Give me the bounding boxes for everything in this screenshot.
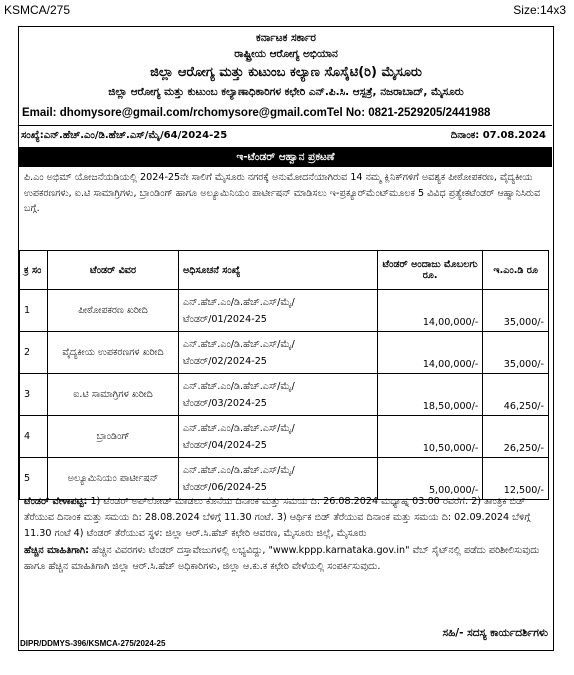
signature: ಸಹಿ/- ಸದಸ್ಯ ಕಾರ್ಯದರ್ಶಿಗಳು: [442, 627, 548, 639]
society-heading: ಜಿಲ್ಲಾ ಆರೋಗ್ಯ ಮತ್ತು ಕುಟುಂಬ ಕಲ್ಯಾಣ ಸೊಸೈಟಿ(ರಿ) ಮೈಸೂರು: [150, 65, 422, 80]
row-desc: ವೈದ್ಯಕೀಯ ಉಪಕರಣಗಳ ಖರೀದಿ: [48, 332, 179, 374]
table-row: [20, 416, 549, 458]
ad-size: Size:14x3: [513, 3, 566, 17]
row-sl: 1: [20, 290, 48, 332]
table-row: [20, 374, 549, 416]
table-header-row: [20, 251, 549, 290]
table-row: [20, 290, 549, 332]
footer-text: [24, 494, 550, 575]
intro-paragraph: ಪಿ.ಎಂ ಅಭಿಮ್ ಯೋಜನೆಯಡಿಯಲ್ಲಿ 2024-25ನೇ ಸಾಲಿಗೆ ಮೈಸೂರು ನಗರಕ್ಕೆ ಅನುಮೋದನೆಯಾಗಿರುವ 14 ನಮ್ಮ ಕ್ಲಿನಿಕ್‌ಗಳಿಗೆ ಅವಶ್ಯಕ ಪೀಠೋಪಕರಣ, ವೈದ್ಯಕೀಯ ಉಪಕರಣಗಳು, ಐ.ಟಿ ಸಾಮಾಗ್ರಿಗಳು, ಬ್ರಾಂಡಿಂಗ್ ಹಾಗೂ ಅಲ್ಯೂಮಿನಿಯಂ ಪಾರ್ಟೀಷನ್ ಮಾಡಿಸಲು ಇ-ಪ್ರಕ್ಯೂರ್‌ಮೆಂಟ್‌ಮೂಲಕ 5 ವಿವಿಧ ಪ್ರತ್ಯೇಕಟೆಂಡರ್ ಆಹ್ವಾನಿಸಿರುವ ಬಗ್ಗೆ.: [24, 172, 541, 214]
ad-code: KSMCA/275: [4, 3, 71, 17]
info-label: ಹೆಚ್ಚಿನ ಮಾಹಿತಿಗಾಗಿ:: [24, 544, 89, 556]
row-notification: ಎನ್.ಹೆಚ್.ಎಂ/ಡಿ.ಹೆಚ್.ಎಸ್/ಮೈ/ ಟೆಂಡರ್/04/2024-25: [178, 416, 377, 458]
row-amount: 10,50,000/-: [377, 416, 483, 458]
row-notification: ಎನ್.ಹೆಚ್.ಎಂ/ಡಿ.ಹೆಚ್.ಎಸ್/ಮೈ/ ಟೆಂಡರ್/02/2024-25: [178, 332, 377, 374]
row-desc: ಅಲ್ಯೂಮಿನಿಯಂ ಪಾರ್ಟೀಷನ್: [48, 458, 179, 500]
row-amount: 5,00,000/-: [377, 458, 483, 500]
row-emd: 35,000/-: [483, 290, 549, 332]
notice-title: ಇ-ಟೆಂಡರ್ ಆಹ್ವಾನ ಪ್ರಕಟಣೆ: [19, 147, 552, 167]
row-sl: 5: [20, 458, 48, 500]
contact-line: Email: dhomysore@gmail.com/rchomysore@gmail.comTel No: 0821-2529205/2441988: [22, 107, 491, 119]
office-address: ಜಿಲ್ಲಾ ಆರೋಗ್ಯ ಮತ್ತು ಕುಟುಂಬ ಕಲ್ಯಾಣಾಧಿಕಾರಿಗಳ ಕಛೇರಿ ಎನ್.ಪಿ.ಸಿ. ಆಸ್ಪತ್ರೆ, ನಜರಾಬಾದ್, ಮೈಸೂರು: [108, 86, 464, 98]
header-tender-detail: ಟೆಂಡರ್ ವಿವರ: [48, 251, 179, 290]
tender-table: [19, 250, 549, 500]
row-notification: ಎನ್.ಹೆಚ್.ಎಂ/ಡಿ.ಹೆಚ್.ಎಸ್/ಮೈ/ ಟೆಂಡರ್/06/2024-25: [178, 458, 377, 500]
row-notification: ಎನ್.ಹೆಚ್.ಎಂ/ಡಿ.ಹೆಚ್.ಎಸ್/ಮೈ/ ಟೆಂಡರ್/01/2024-25: [178, 290, 377, 332]
row-emd: 12,500/-: [483, 458, 549, 500]
mission-heading: ರಾಷ್ಟ್ರೀಯ ಆರೋಗ್ಯ ಅಭಿಯಾನ: [234, 48, 338, 60]
row-emd: 35,000/-: [483, 332, 549, 374]
table-row: [20, 332, 549, 374]
reference-row: [19, 125, 552, 148]
row-desc: ಐ.ಟಿ ಸಾಮಾಗ್ರಿಗಳ ಖರೀದಿ: [48, 374, 179, 416]
header-sl: ಕ್ರ ಸಂ: [20, 251, 48, 290]
header-estimated-amount: ಟೆಂಡರ್ ಅಂದಾಜು ಮೊಬಲಗು ರೂ.: [377, 251, 483, 290]
header-emd: ಇ.ಎಂ.ಡಿ ರೂ: [483, 251, 549, 290]
row-amount: 18,50,000/-: [377, 374, 483, 416]
row-notification: ಎನ್.ಹೆಚ್.ಎಂ/ಡಿ.ಹೆಚ್.ಎಸ್/ಮೈ/ ಟೆಂಡರ್/03/2024-25: [178, 374, 377, 416]
govt-heading: ಕರ್ನಾಟಕ ಸರ್ಕಾರ: [256, 32, 316, 44]
row-sl: 3: [20, 374, 48, 416]
row-desc: ಪೀಠೋಪಕರಣ ಖರೀದಿ: [48, 290, 179, 332]
reference-date: ದಿನಾಂಕ: 07.08.2024: [450, 130, 546, 141]
row-sl: 4: [20, 416, 48, 458]
row-emd: 26,250/-: [483, 416, 549, 458]
dipr-code: DIPR/DDMYS-396/KSMCA-275/2024-25: [20, 639, 166, 648]
schedule-text: 1) ಟೆಂಡರ್ ಅಪ್‌ಲೋಡ್ ಮಾಡಲು ಕೊನೆಯ ದಿನಾಂಕ ಮತ್ತು ಸಮಯ ದಿ: 26.08.2024 ಮಧ್ಯಾಹ್ನ 03:00 ರವರೆಗೆ. 2) ತಾಂತ್ರಿಕ ಬಿಡ್ ತೆರೆಯುವ ದಿನಾಂಕ ಮತ್ತು ಸಮಯ ದಿ: 28.08.2024 ಬೆಳಿಗ್ಗೆ 11.30 ಗಂಟೆ. 3) ಆರ್ಥಿಕ ಬಿಡ್ ತೆರೆಯುವ ದಿನಾಂಕ ಮತ್ತು ಸಮಯ ದಿ: 02.09.2024 ಬೆಳಿಗ್ಗೆ 11.30 ಗಂಟೆ 4) ಟೆಂಡರ್ ತೆರೆಯುವ ಸ್ಥಳ: ಜಿಲ್ಲಾ ಆರ್.ಸಿ.ಹೆಚ್ ಕಛೇರಿ ಆವರಣ, ಮೈಸೂರು ಜಿಲ್ಲೆ, ಮೈಸೂರು: [24, 496, 531, 540]
reference-number: ಸಂಖ್ಯೆ:ಎನ್.ಹೆಚ್.ಎಂ/ಡಿ.ಹೆಚ್.ಎಸ್/ಮೈ/64/2024-25: [21, 130, 228, 141]
info-text: ಹೆಚ್ಚಿನ ವಿವರಗಳು ಟೆಂಡರ್ ದಸ್ತಾವೇಜುಗಳಲ್ಲಿ ಲಭ್ಯವಿದ್ದು, "www.kppp.karnataka.gov.in" ವೆಬ್ ಸೈಟ್‌ನಲ್ಲಿ ಪಡೆದು ಪರಿಶೀಲಿಸುವುದು ಹಾಗೂ ಹೆಚ್ಚಿನ ಮಾಹಿತಿಗಾಗಿ ಜಿಲ್ಲಾ ಆರ್.ಸಿ.ಹೆಚ್ ಅಧಿಕಾರಿಗಳು, ಜಿಲ್ಲಾ ಆ.ಕು.ಕ ಕಛೇರಿ ವೇಳೆಯಲ್ಲಿ ಸಂಪರ್ಕಿಸುವುದು.: [24, 544, 540, 572]
schedule-label: ಟೆಂಡರ್ ವೇಳಾಪಟ್ಟಿ:: [24, 496, 88, 507]
row-amount: 14,00,000/-: [377, 290, 483, 332]
row-emd: 46,250/-: [483, 374, 549, 416]
row-sl: 2: [20, 332, 48, 374]
row-desc: ಬ್ರಾಂಡಿಂಗ್: [48, 416, 179, 458]
row-amount: 14,00,000/-: [377, 332, 483, 374]
header-notification-number: ಅಧಿಸೂಚನೆ ಸಂಖ್ಯೆ: [178, 251, 377, 290]
